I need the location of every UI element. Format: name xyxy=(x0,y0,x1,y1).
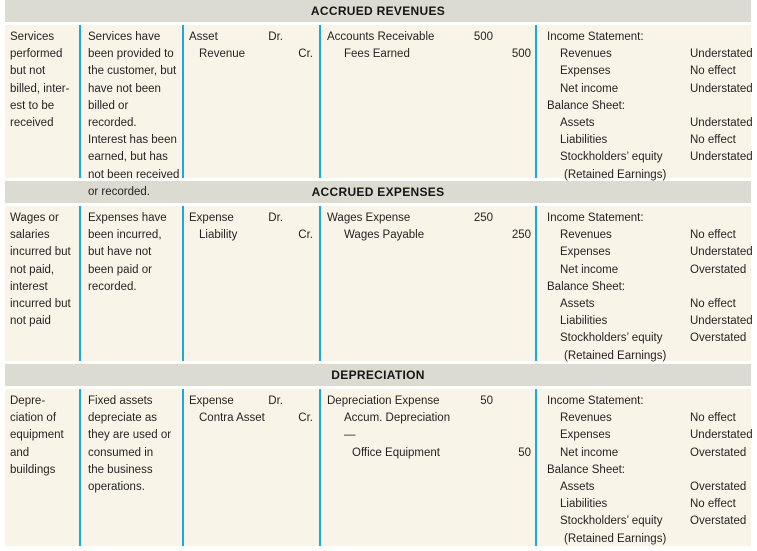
text-line: ciation of xyxy=(10,412,57,425)
effect-value: No effect xyxy=(690,498,736,511)
effect-value: Understated xyxy=(690,82,753,95)
description-cell xyxy=(81,206,182,361)
text-line: been incurred, xyxy=(88,229,162,242)
journal-account-name: Wages Payable xyxy=(344,229,425,242)
effect-value: Overstated xyxy=(690,515,747,528)
account-type-name: Expense xyxy=(189,395,234,407)
effect-value: Understated xyxy=(690,117,753,130)
effect-label: (Retained Earnings) xyxy=(564,168,667,181)
effect-value: No effect xyxy=(690,229,736,242)
journal-entry-cell xyxy=(321,25,535,178)
effect-label: Stockholders’ equity xyxy=(560,515,663,528)
effect-line xyxy=(547,81,751,98)
section-body xyxy=(5,206,751,361)
effect-line xyxy=(547,462,751,479)
account-type-name: Liability xyxy=(199,229,238,242)
effect-label: Assets xyxy=(560,481,595,494)
effect-label: Balance Sheet: xyxy=(547,463,626,476)
credit-amount xyxy=(493,410,531,444)
effect-value: Understated xyxy=(690,151,753,164)
accounts-cell xyxy=(184,25,319,178)
effect-value: Understated xyxy=(690,48,753,61)
credit-amount: 50 xyxy=(518,446,531,459)
effect-line xyxy=(547,393,751,410)
debit-credit-label: Cr. xyxy=(298,229,313,242)
account-type-line xyxy=(189,393,319,410)
text-line: the customer, but xyxy=(88,65,177,78)
text-line: the business xyxy=(88,463,153,476)
section-header: ACCRUED EXPENSES xyxy=(5,181,751,203)
effect-label: (Retained Earnings) xyxy=(564,532,667,545)
debit-amount xyxy=(455,445,493,462)
effect-line xyxy=(547,132,751,149)
credit-amount xyxy=(493,393,531,410)
effect-label: Net income xyxy=(560,446,619,459)
type-cell xyxy=(5,206,79,361)
debit-amount xyxy=(455,410,493,444)
text-line: billed, inter- xyxy=(10,82,70,95)
effect-line xyxy=(547,149,751,166)
account-type-line xyxy=(189,29,319,46)
debit-credit-label: Cr. xyxy=(298,48,313,61)
journal-line xyxy=(327,227,531,244)
text-line: operations. xyxy=(88,481,145,494)
text-line: equipment xyxy=(10,429,64,442)
account-type-line xyxy=(189,210,319,227)
debit-amount: 500 xyxy=(473,31,493,43)
text-line: Expenses have xyxy=(88,212,167,224)
journal-line xyxy=(327,210,531,227)
adjustments-summary-table xyxy=(5,0,751,549)
effect-line xyxy=(547,46,751,63)
effect-label: Income Statement: xyxy=(547,212,644,224)
account-type-line xyxy=(189,410,319,427)
journal-account-name: Office Equipment xyxy=(352,446,441,459)
effect-label: Balance Sheet: xyxy=(547,99,626,112)
credit-amount: 500 xyxy=(511,48,531,61)
journal-account-name: Accounts Receivable xyxy=(327,31,435,43)
effect-label: Assets xyxy=(560,117,595,130)
type-cell xyxy=(5,389,79,546)
text-line: Interest has been xyxy=(88,134,177,147)
effect-line xyxy=(547,513,751,530)
journal-line xyxy=(327,410,531,444)
text-line: Services have xyxy=(88,31,161,43)
journal-account-name: Wages Expense xyxy=(327,212,411,224)
journal-account-name: Fees Earned xyxy=(344,48,410,61)
effect-label: Net income xyxy=(560,82,619,95)
effect-label: Revenues xyxy=(560,48,612,61)
text-line: or recorded. xyxy=(88,185,151,198)
statement-effects-cell xyxy=(537,389,751,546)
effect-line xyxy=(547,427,751,444)
statement-effects-cell xyxy=(537,206,751,361)
effect-line xyxy=(547,313,751,330)
description-cell xyxy=(81,25,182,198)
debit-amount xyxy=(455,46,493,63)
debit-credit-label: Dr. xyxy=(268,31,283,43)
effect-label: Liabilities xyxy=(560,315,608,328)
text-line: received xyxy=(10,117,54,130)
debit-amount: 50 xyxy=(480,395,493,407)
account-type-name: Expense xyxy=(189,212,234,224)
description-cell xyxy=(81,389,182,546)
section-header: ACCRUED REVENUES xyxy=(5,0,751,22)
text-line: buildings xyxy=(10,463,56,476)
journal-line xyxy=(327,29,531,46)
debit-amount xyxy=(455,227,493,244)
statement-effects-cell xyxy=(537,25,753,181)
effect-label: Income Statement: xyxy=(547,31,644,43)
account-type-line xyxy=(189,46,319,63)
effect-line xyxy=(547,115,751,132)
effect-line xyxy=(547,227,751,244)
effect-label: Balance Sheet: xyxy=(547,280,626,293)
effect-line xyxy=(547,244,751,261)
effect-line xyxy=(547,63,751,80)
debit-credit-label: Dr. xyxy=(268,212,283,224)
text-line: Depre- xyxy=(10,395,46,407)
journal-account-name: Depreciation Expense xyxy=(327,395,440,407)
text-line: salaries xyxy=(10,229,50,242)
effect-label: Liabilities xyxy=(560,498,608,511)
section-depreciation xyxy=(5,364,751,546)
effect-label: Revenues xyxy=(560,412,612,425)
credit-amount: 250 xyxy=(511,229,531,242)
section-header: DEPRECIATION xyxy=(5,364,751,386)
journal-line xyxy=(327,46,531,63)
effect-value: Overstated xyxy=(690,263,747,276)
effect-line xyxy=(547,29,751,46)
effect-line xyxy=(547,479,751,496)
effect-value: Overstated xyxy=(690,332,747,345)
journal-line xyxy=(327,393,531,410)
text-line: not paid, xyxy=(10,263,55,276)
effect-value: No effect xyxy=(690,65,736,78)
effect-line xyxy=(547,445,751,462)
effect-label: Liabilities xyxy=(560,134,608,147)
text-line: incurred but xyxy=(10,298,71,311)
credit-amount xyxy=(493,29,531,46)
effect-value: Understated xyxy=(690,315,753,328)
effect-label: Stockholders’ equity xyxy=(560,151,663,164)
account-type-line xyxy=(189,227,319,244)
text-line: recorded. xyxy=(88,280,137,293)
effect-label: Income Statement: xyxy=(547,395,644,407)
effect-line xyxy=(547,210,751,227)
journal-line xyxy=(327,445,531,462)
accounts-cell xyxy=(184,389,319,546)
text-line: performed xyxy=(10,48,63,61)
effect-line xyxy=(547,410,751,427)
section-accrued-expenses xyxy=(5,181,751,361)
effect-value: Understated xyxy=(690,429,753,442)
effect-label: Expenses xyxy=(560,429,611,442)
text-line: consumed in xyxy=(88,446,154,459)
text-line: Services xyxy=(10,31,55,43)
text-line: have not been xyxy=(88,82,161,95)
effect-value: Overstated xyxy=(690,446,747,459)
account-type-name: Revenue xyxy=(199,48,246,61)
journal-entry-cell xyxy=(321,389,535,546)
effect-label: Revenues xyxy=(560,229,612,242)
effect-line xyxy=(547,262,751,279)
text-line: interest xyxy=(10,280,48,293)
journal-account-name: Accum. Depreciation— xyxy=(344,412,451,442)
effect-line xyxy=(547,531,751,548)
journal-entry-cell xyxy=(321,206,535,361)
text-line: Wages or xyxy=(10,212,59,224)
text-line: and xyxy=(10,446,30,459)
text-line: been provided to xyxy=(88,48,174,61)
debit-credit-label: Dr. xyxy=(268,395,283,407)
effect-label: (Retained Earnings) xyxy=(564,349,667,362)
effect-label: Expenses xyxy=(560,246,611,259)
effect-value: Overstated xyxy=(690,481,747,494)
effect-label: Stockholders’ equity xyxy=(560,332,663,345)
effect-label: Net income xyxy=(560,263,619,276)
text-line: they are used or xyxy=(88,429,172,442)
effect-line xyxy=(547,98,751,115)
debit-credit-label: Cr. xyxy=(298,412,313,425)
effect-value: No effect xyxy=(690,298,736,311)
effect-line xyxy=(547,330,751,347)
text-line: been paid or xyxy=(88,263,152,276)
effect-line xyxy=(547,167,751,184)
effect-value: No effect xyxy=(690,134,736,147)
text-line: est to be xyxy=(10,99,55,112)
effect-label: Assets xyxy=(560,298,595,311)
section-body xyxy=(5,389,751,546)
effect-line xyxy=(547,348,751,365)
text-line: incurred but xyxy=(10,246,71,259)
effect-line xyxy=(547,279,751,296)
effect-label: Expenses xyxy=(560,65,611,78)
text-line: earned, but has xyxy=(88,151,168,164)
text-line: but not xyxy=(10,65,46,78)
text-line: not paid xyxy=(10,315,51,328)
text-line: but have not xyxy=(88,246,152,259)
account-type-name: Asset xyxy=(189,31,218,43)
credit-amount xyxy=(493,210,531,227)
type-cell xyxy=(5,25,79,178)
accounts-cell xyxy=(184,206,319,361)
effect-value: Understated xyxy=(690,246,753,259)
account-type-name: Contra Asset xyxy=(199,412,265,425)
text-line: depreciate as xyxy=(88,412,158,425)
text-line: billed or recorded. xyxy=(88,99,137,130)
effect-line xyxy=(547,296,751,313)
effect-line xyxy=(547,496,751,513)
text-line: not been received xyxy=(88,168,180,181)
text-line: Fixed assets xyxy=(88,395,153,407)
effect-value: No effect xyxy=(690,412,736,425)
debit-amount: 250 xyxy=(473,212,493,224)
